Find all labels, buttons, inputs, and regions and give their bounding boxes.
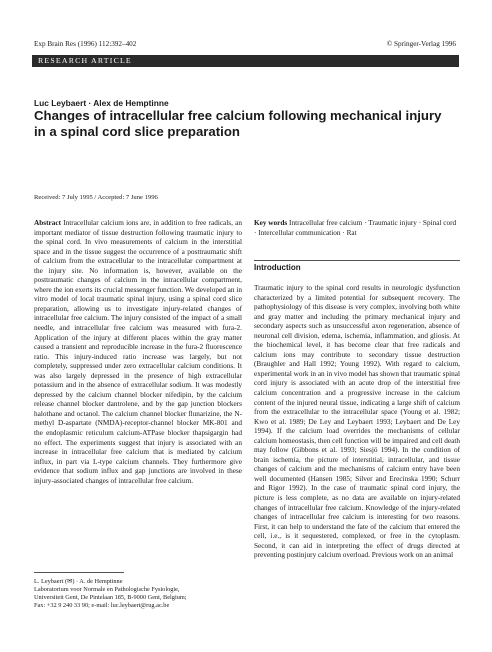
abstract-label: Abstract [34,219,61,227]
introduction-section [254,284,460,561]
received-dates: Received: 7 July 1995 / Accepted: 7 June 1996 [34,194,158,201]
article-title: Changes of intracellular free calcium following mechanical injury in a spinal cord slice preparation [34,108,442,139]
journal-citation: Exp Brain Res (1996) 112:392–402 [34,40,137,48]
footnote-line: Universiteit Gent, De Pintelaan 185, B-9000 Gent, Belgium; [34,594,187,601]
keywords-text: Intracellular free calcium · Traumatic injury · Spinal cord · Intercellular communication · Rat [254,219,457,237]
abstract-section [34,219,242,486]
abstract-text: Intracellular calcium ions are, in addition to free radicals, an important mediator of tissue destruction following traumatic injury to the spinal cord. In vivo measurements of calcium in the interstitial space and in the tissue suggest the occurrence of a posttraumatic shift of calcium from the extracellular to the intracellular compartment at the injury site. No information is, however, available on the posttraumatic changes of calcium in the intracellular compartment, where the ion exerts its crucial messenger function. We developed an in vitro model of local traumatic spinal injury, using a spinal cord slice preparation, allowing us to investigate injury-related changes of intracellular free calcium. The injury consisted of the impact of a small needle, and intracellular free calcium was measured with fura-2. Application of the injury at different places within the gray matter caused a transient and reproducible increase in the fura-2 fluorescence ratio. This injury-induced ratio increase was largely, but not completely, suppressed under zero extracellular calcium conditions. It was also largely depressed in the presence of high extracellular potassium and in the absence of extracellular sodium. It was modestly depressed by the calcium channel blocker nifedipin, by the calcium release channel blocker dantrolene, and by the gap junction blockers halothane and octanol. The calcium channel blocker flunarizine, the N-methyl D-aspartate (NMDA)-receptor-channel blocker MK-801 and the endoplasmic reticulum calcium-ATPase blocker thapsigargin had no effect. The experiments suggest that injury is associated with an increase in intracellular free calcium that is mediated by calcium influx, in part via L-type calcium channels. They furthermore give evidence that sodium influx and gap junctions are involved in these injury-associated changes of intracellular free calcium. [34,219,243,485]
introduction-text: Traumatic injury to the spinal cord results in neurologic dysfunction characterized by a limited potential for subsequent recovery. The pathophysiology of this disease is very complex, involving both white and gray matter and including the primary mechanical injury and secondary aspects such as unsuccessful axon regeneration, absence of neuronal cell division, edema, ischemia, inflammation, and gliosis. At the biochemical level, it has become clear that free radicals and calcium ions may contribute to secondary tissue destruction (Braughler and Hall 1992; Young 1992). With regard to calcium, experimental work in an in vivo model has shown that traumatic spinal cord injury is associated with an acute drop of the interstitial free calcium concentration and a progressive increase in the calcium content of the injured neural tissue, indicating a large shift of calcium from the extracellular to the intracellular space (Young et al. 1982; Kwo et al. 1989; De Ley and Leybaert 1993; Leybaert and De Ley 1994). If the calcium load overrides the mechanisms of cellular calcium homeostasis, then cell function will be impaired and cell death may follow (Gibbons et al. 1993; Siesjö 1994). In the condition of brain ischemia, the picture of interstitial, intracellular, and tissue changes of calcium and the mechanisms of calcium entry have been well documented (Hansen 1985; Silver and Erecinska 1990; Schurr and Rigor 1992). In the case of traumatic spinal cord injury, the picture is less complete, as no data are available on injury-related changes of intracellular free calcium. Knowledge of the injury-related changes of intracellular free calcium is interesting for two reasons. First, it can help to understand the fate of the calcium that entered the cell, i.e., is it sequestered, complexed, or free in the cytoplasm. Second, it can aid in interpreting the effect of drugs directed at preventing postinjury calcium overload. Previous work on an animal [254,284,460,560]
introduction-heading: Introduction [254,260,460,272]
footnote-line: L. Leybaert (✉) · A. de Hemptinne [34,578,123,585]
article-type-banner: RESEARCH ARTICLE [32,55,459,67]
copyright-notice: © Springer-Verlag 1996 [386,40,456,48]
footnote-line: Fax: +32 9 240 33 90; e-mail: luc.leybaert@rug.ac.be [34,602,170,609]
author-list: Luc Leybaert · Alex de Hemptinne [34,98,169,108]
correspondence-footnote [34,578,244,610]
keywords-label: Key words [254,219,288,227]
keywords-section [254,219,460,238]
footnote-line: Laboratorium voor Normale en Pathologische Fysiologie, [34,586,180,593]
footnote-rule [34,572,124,573]
